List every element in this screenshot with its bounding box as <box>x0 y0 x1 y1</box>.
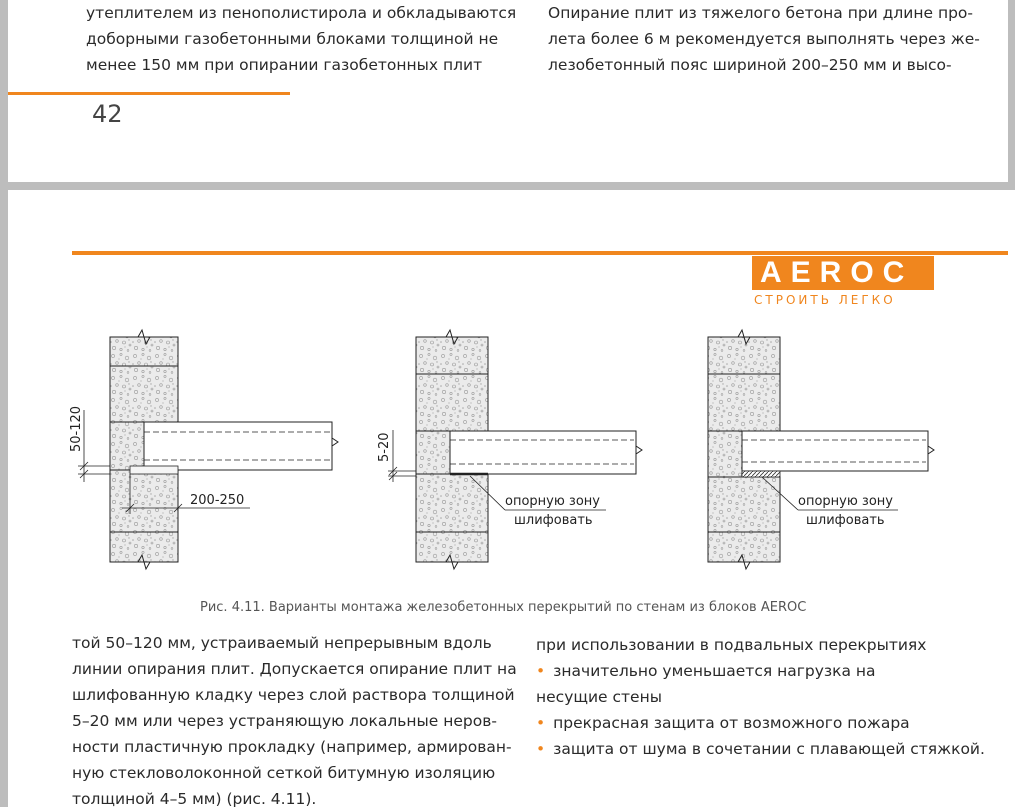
bullet-item <box>536 710 976 736</box>
bullet-icon: • <box>536 740 546 758</box>
bullet-item <box>536 736 985 762</box>
figure-caption: Рис. 4.11. Варианты монтажа железобетонных перекрытий по стенам из блоков AEROC <box>200 600 807 615</box>
text-line: шлифованную кладку через слой раствора толщиной <box>72 686 515 704</box>
text-line: лезобетонный пояс шириной 200–250 мм и высо- <box>548 56 952 74</box>
dimension-label: 50-120 <box>69 405 84 452</box>
logo-tagline: СТРОИТЬ ЛЕГКО <box>754 293 896 307</box>
text-line: той 50–120 мм, устраиваемый непрерывным вдоль <box>72 634 492 652</box>
text-line: линии опирания плит. Допускается опирание плит на <box>72 660 517 678</box>
text-line: утеплителем из пенополистирола и обкладываются <box>86 4 517 22</box>
aeroc-logo: AEROC <box>752 256 934 290</box>
note-label: опорную зону <box>798 494 893 509</box>
bullet-text: прекрасная защита от возможного пожара <box>553 714 910 732</box>
text-line: доборными газобетонными блоками толщиной не <box>86 30 499 48</box>
bullet-icon: • <box>536 662 546 680</box>
note-label: шлифовать <box>514 513 593 528</box>
text-line: менее 150 мм при опирании газобетонных плит <box>86 56 483 74</box>
note-label: опорную зону <box>505 494 600 509</box>
text-line: 5–20 мм или через устраняющую локальные неров- <box>72 712 497 730</box>
bullet-text: значительно уменьшается нагрузка на <box>553 662 876 680</box>
body-left-column <box>72 630 517 812</box>
dimension-label: 200-250 <box>190 493 245 508</box>
bullet-item <box>536 658 976 684</box>
diagram-3 <box>708 330 934 569</box>
text-line: Опирание плит из тяжелого бетона при длине про- <box>548 4 974 22</box>
text-line: ную стекловолоконной сеткой битумную изоляцию <box>72 764 496 782</box>
bullet-icon: • <box>536 714 546 732</box>
text-line: при использовании в подвальных перекрытиях <box>536 636 927 654</box>
page-number: 42 <box>92 100 123 128</box>
text-line: толщиной 4–5 мм) (рис. 4.11). <box>72 790 317 808</box>
text-line: ности пластичную прокладку (например, армирован- <box>72 738 512 756</box>
diagram-2 <box>377 330 642 569</box>
bullet-text: защита от шума в сочетании с плавающей стяжкой. <box>553 740 985 758</box>
text-line: несущие стены <box>536 688 662 706</box>
text-line: лета более 6 м рекомендуется выполнять через же- <box>548 30 980 48</box>
dimension-label: 5-20 <box>377 432 392 462</box>
diagram-1 <box>69 330 338 569</box>
note-label: шлифовать <box>806 513 885 528</box>
body-right-column <box>536 632 985 762</box>
